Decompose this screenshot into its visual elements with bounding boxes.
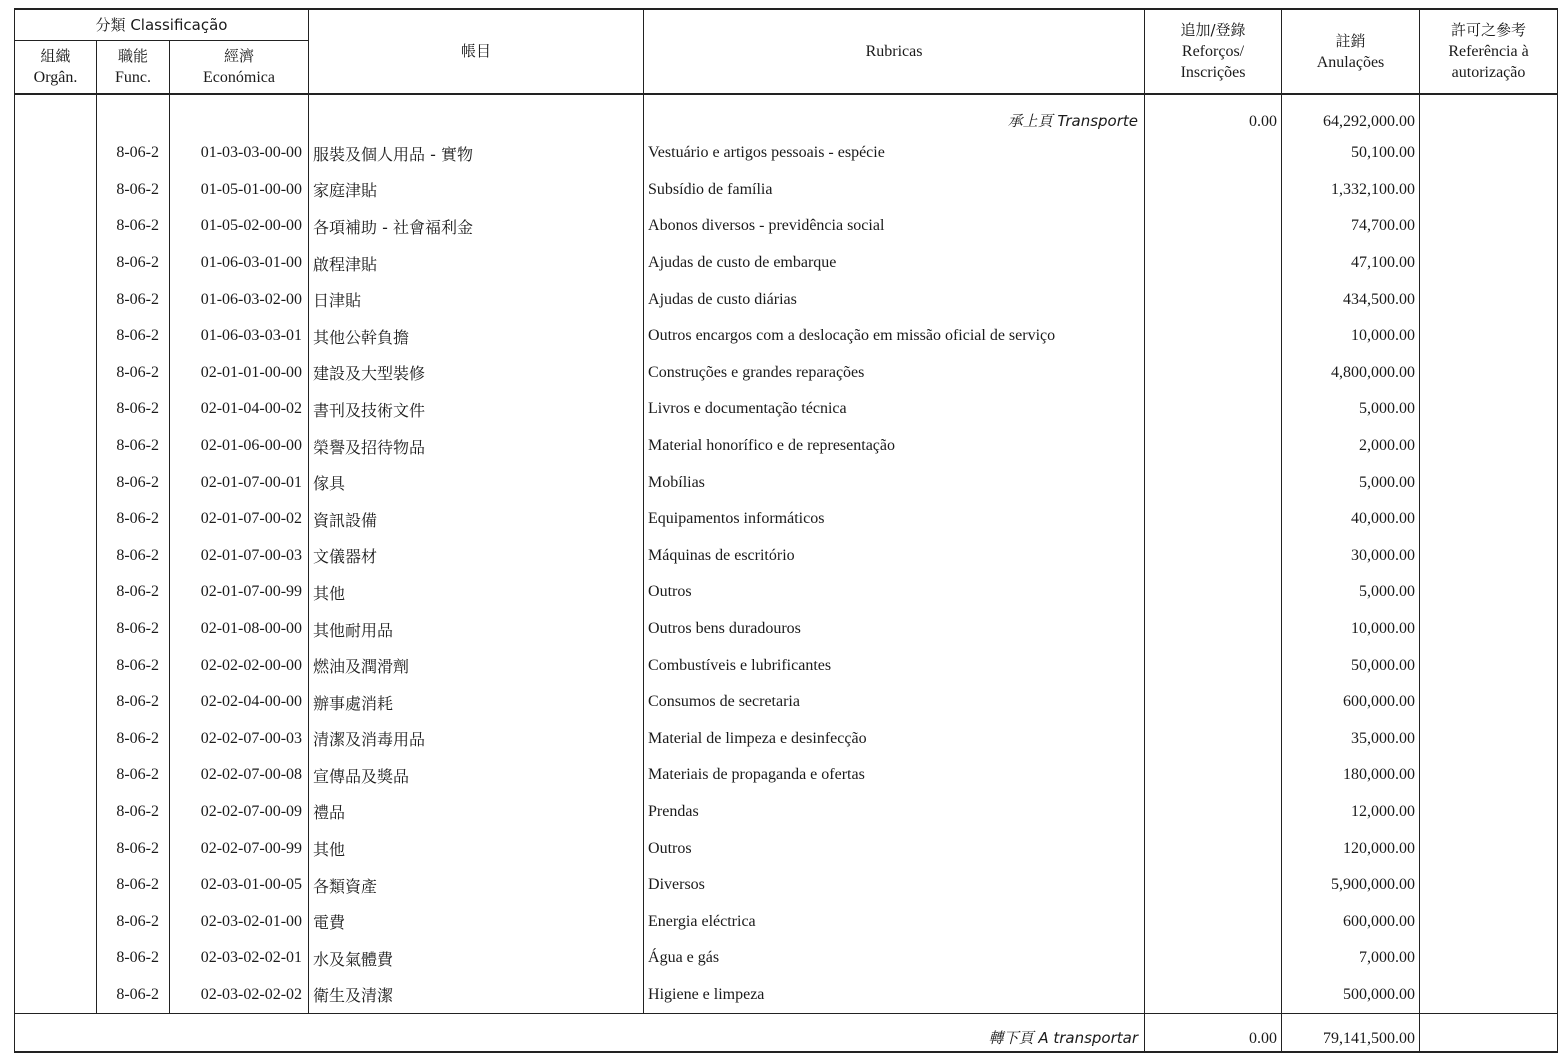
reinforcement-amount [1145,940,1282,977]
reinforcement-amount [1145,867,1282,904]
cancellation-amount: 434,500.00 [1282,281,1420,318]
cancellation-amount: 5,000.00 [1282,464,1420,501]
reinforcement-amount [1145,245,1282,282]
organ-cell [15,903,97,940]
organ-cell [15,757,97,794]
reinforcement-amount [1145,281,1282,318]
authorization-reference [1420,355,1558,392]
economic-code: 01-06-03-01-00 [170,245,309,282]
function-code: 8-06-2 [97,538,170,575]
table-row [15,830,1558,867]
account-name-zh: 資訊設備 [309,501,644,538]
organ-cell [15,172,97,209]
reinforcements-header [1145,9,1282,94]
cancellation-amount: 5,000.00 [1282,574,1420,611]
rubric-name-pt: Energia eléctrica [644,903,1145,940]
rubric-name-pt: Outros [644,830,1145,867]
rubric-name-pt: Abonos diversos - previdência social [644,208,1145,245]
account-name-zh: 其他 [309,574,644,611]
cancellation-amount: 74,700.00 [1282,208,1420,245]
economic-code: 02-02-02-00-00 [170,647,309,684]
account-name-zh: 宣傳品及獎品 [309,757,644,794]
rubric-name-pt: Outros encargos com a deslocação em missão oficial de serviço [644,318,1145,355]
function-code: 8-06-2 [97,830,170,867]
rubric-name-pt: Diversos [644,867,1145,904]
table-row [15,501,1558,538]
cancellation-amount: 30,000.00 [1282,538,1420,575]
function-code: 8-06-2 [97,464,170,501]
function-code: 8-06-2 [97,281,170,318]
rubric-name-pt: Ajudas de custo de embarque [644,245,1145,282]
account-name-zh: 日津貼 [309,281,644,318]
cancellation-amount: 5,000.00 [1282,391,1420,428]
table-row [15,208,1558,245]
reinforcements-header-pt2: Inscrições [1180,64,1246,81]
organ-cell [15,464,97,501]
rubric-name-pt: Material de limpeza e desinfecção [644,721,1145,758]
reinforcement-amount [1145,977,1282,1014]
account-name-zh: 各項補助 - 社會福利金 [309,208,644,245]
reinforcement-amount [1145,647,1282,684]
table-row [15,684,1558,721]
function-code: 8-06-2 [97,647,170,684]
account-name-zh: 水及氣體費 [309,940,644,977]
organ-header-pt: Orgân. [33,69,78,86]
reinforcements-header-zh: 追加/登錄 [1180,21,1246,39]
reinforcement-amount [1145,464,1282,501]
organ-cell [15,245,97,282]
cancellation-amount: 10,000.00 [1282,318,1420,355]
rubric-name-pt: Construções e grandes reparações [644,355,1145,392]
rubricas-header: Rubricas [644,9,1145,94]
authorization-reference [1420,977,1558,1014]
function-code: 8-06-2 [97,903,170,940]
rubric-name-pt: Ajudas de custo diárias [644,281,1145,318]
function-code: 8-06-2 [97,684,170,721]
table-row [15,611,1558,648]
cancellation-amount: 35,000.00 [1282,721,1420,758]
economic-header-pt: Económica [203,69,275,86]
authorization-reference [1420,721,1558,758]
function-code: 8-06-2 [97,794,170,831]
cancellation-amount: 500,000.00 [1282,977,1420,1014]
economic-code: 02-02-07-00-03 [170,721,309,758]
table-row [15,574,1558,611]
economic-code: 02-02-07-00-09 [170,794,309,831]
authorization-reference [1420,538,1558,575]
transport-out-reference [1420,1014,1558,1053]
economic-code: 02-01-07-00-02 [170,501,309,538]
table-row [15,428,1558,465]
authorization-reference-header [1420,9,1558,94]
transport-out-row [15,1014,1558,1053]
reinforcement-amount [1145,757,1282,794]
organ-cell [15,501,97,538]
account-name-zh: 電費 [309,903,644,940]
account-name-zh: 衛生及清潔 [309,977,644,1014]
account-name-zh: 建設及大型裝修 [309,355,644,392]
account-name-zh: 榮譽及招待物品 [309,428,644,465]
reinforcement-amount [1145,903,1282,940]
authorization-reference [1420,940,1558,977]
reinforcement-amount [1145,794,1282,831]
reinforcement-amount [1145,208,1282,245]
cancellations-header-zh: 註銷 [1335,31,1366,50]
reinforcement-amount [1145,135,1282,172]
function-code: 8-06-2 [97,245,170,282]
economic-code: 02-01-07-00-01 [170,464,309,501]
cancellations-header [1282,9,1420,94]
budget-table [14,8,1558,1053]
economic-code: 01-03-03-00-00 [170,135,309,172]
economic-code: 02-01-01-00-00 [170,355,309,392]
economic-code: 02-03-02-02-01 [170,940,309,977]
rubric-name-pt: Água e gás [644,940,1145,977]
table-row [15,318,1558,355]
organ-cell [15,684,97,721]
organ-cell [15,318,97,355]
authorization-reference [1420,208,1558,245]
authorization-reference [1420,135,1558,172]
reinforcements-header-pt1: Reforços/ [1181,43,1245,60]
organ-cell [15,574,97,611]
reinforcement-amount [1145,830,1282,867]
transport-out-reinforcements: 0.00 [1145,1014,1282,1053]
function-header-zh: 職能 [117,47,148,65]
authorization-reference [1420,757,1558,794]
organ-header-zh: 組織 [40,47,71,65]
table-row [15,757,1558,794]
rubric-name-pt: Vestuário e artigos pessoais - espécie [644,135,1145,172]
table-row [15,647,1558,684]
header-row-1 [15,9,1558,41]
authorization-reference [1420,318,1558,355]
table-row [15,464,1558,501]
account-name-zh: 燃油及潤滑劑 [309,647,644,684]
organ-header [15,41,97,95]
table-row [15,794,1558,831]
economic-code: 02-01-06-00-00 [170,428,309,465]
authorization-reference [1420,391,1558,428]
economic-code: 01-06-03-03-01 [170,318,309,355]
cancellation-amount: 47,100.00 [1282,245,1420,282]
table-row [15,391,1558,428]
economic-code: 02-03-01-00-05 [170,867,309,904]
cancellation-amount: 10,000.00 [1282,611,1420,648]
table-row [15,903,1558,940]
authorization-header-zh: 許可之參考 [1451,21,1527,39]
account-header: 帳目 [309,9,644,94]
account-name-zh: 家庭津貼 [309,172,644,209]
authorization-header-pt1: Referência à [1448,43,1529,60]
rubric-name-pt: Outros [644,574,1145,611]
table-row [15,281,1558,318]
account-name-zh: 其他公幹負擔 [309,318,644,355]
economic-header-zh: 經濟 [224,47,255,65]
authorization-header-pt2: autorização [1451,64,1526,81]
table-row [15,355,1558,392]
table-row [15,135,1558,172]
reinforcement-amount [1145,611,1282,648]
rubric-name-pt: Livros e documentação técnica [644,391,1145,428]
economic-code: 02-01-07-00-99 [170,574,309,611]
table-row [15,867,1558,904]
organ-cell [15,538,97,575]
table-row [15,940,1558,977]
organ-cell [15,428,97,465]
account-name-zh: 清潔及消毒用品 [309,721,644,758]
rubric-name-pt: Mobílias [644,464,1145,501]
authorization-reference [1420,684,1558,721]
economic-code: 01-06-03-02-00 [170,281,309,318]
reinforcement-amount [1145,318,1282,355]
economic-code: 02-02-07-00-99 [170,830,309,867]
reinforcement-amount [1145,538,1282,575]
rubric-name-pt: Material honorífico e de representação [644,428,1145,465]
organ-cell [15,355,97,392]
economic-code: 02-02-07-00-08 [170,757,309,794]
cancellation-amount: 600,000.00 [1282,684,1420,721]
authorization-reference [1420,647,1558,684]
cancellation-amount: 180,000.00 [1282,757,1420,794]
transport-in-cancellations: 64,292,000.00 [1282,94,1420,135]
rubric-name-pt: Prendas [644,794,1145,831]
authorization-reference [1420,428,1558,465]
authorization-reference [1420,830,1558,867]
economic-code: 02-01-08-00-00 [170,611,309,648]
organ-cell [15,647,97,684]
reinforcement-amount [1145,684,1282,721]
rubric-name-pt: Consumos de secretaria [644,684,1145,721]
cancellation-amount: 5,900,000.00 [1282,867,1420,904]
authorization-reference [1420,794,1558,831]
reinforcement-amount [1145,501,1282,538]
classification-header: 分類 Classificação [15,9,309,41]
reinforcement-amount [1145,574,1282,611]
function-code: 8-06-2 [97,757,170,794]
transport-out-label: 轉下頁 A transportar [15,1014,1145,1053]
cancellation-amount: 7,000.00 [1282,940,1420,977]
economic-code: 02-02-04-00-00 [170,684,309,721]
organ-cell [15,830,97,867]
economic-code: 02-01-04-00-02 [170,391,309,428]
function-code: 8-06-2 [97,135,170,172]
cancellation-amount: 50,000.00 [1282,647,1420,684]
cancellation-amount: 40,000.00 [1282,501,1420,538]
function-code: 8-06-2 [97,208,170,245]
rubric-name-pt: Materiais de propaganda e ofertas [644,757,1145,794]
authorization-reference [1420,245,1558,282]
economic-code: 02-03-02-02-02 [170,977,309,1014]
authorization-reference [1420,501,1558,538]
organ-cell [15,794,97,831]
organ-cell [15,208,97,245]
transport-out-cancellations: 79,141,500.00 [1282,1014,1420,1053]
organ-cell [15,281,97,318]
cancellations-header-pt: Anulações [1316,53,1385,71]
cancellation-amount: 1,332,100.00 [1282,172,1420,209]
function-header-pt: Func. [115,69,151,86]
economic-code: 02-03-02-01-00 [170,903,309,940]
function-header [97,41,170,95]
rubric-name-pt: Combustíveis e lubrificantes [644,647,1145,684]
organ-cell [15,135,97,172]
economic-code: 02-01-07-00-03 [170,538,309,575]
table-row [15,172,1558,209]
account-name-zh: 禮品 [309,794,644,831]
budget-sheet [14,8,1557,1048]
function-code: 8-06-2 [97,501,170,538]
authorization-reference [1420,611,1558,648]
table-row [15,721,1558,758]
function-code: 8-06-2 [97,611,170,648]
authorization-reference [1420,903,1558,940]
authorization-reference [1420,574,1558,611]
function-code: 8-06-2 [97,574,170,611]
account-name-zh: 服裝及個人用品 - 實物 [309,135,644,172]
function-code: 8-06-2 [97,318,170,355]
account-name-zh: 傢具 [309,464,644,501]
account-name-zh: 啟程津貼 [309,245,644,282]
account-name-zh: 書刊及技術文件 [309,391,644,428]
organ-cell [15,611,97,648]
account-name-zh: 其他耐用品 [309,611,644,648]
reinforcement-amount [1145,355,1282,392]
function-code: 8-06-2 [97,867,170,904]
rubric-name-pt: Máquinas de escritório [644,538,1145,575]
function-code: 8-06-2 [97,391,170,428]
account-name-zh: 文儀器材 [309,538,644,575]
account-name-zh: 辦事處消耗 [309,684,644,721]
table-row [15,538,1558,575]
cancellation-amount: 600,000.00 [1282,903,1420,940]
economic-code: 01-05-01-00-00 [170,172,309,209]
cancellation-amount: 50,100.00 [1282,135,1420,172]
organ-cell [15,867,97,904]
reinforcement-amount [1145,391,1282,428]
account-name-zh: 各類資產 [309,867,644,904]
reinforcement-amount [1145,721,1282,758]
organ-cell [15,940,97,977]
cancellation-amount: 12,000.00 [1282,794,1420,831]
economic-header [170,41,309,95]
economic-code: 01-05-02-00-00 [170,208,309,245]
table-row [15,977,1558,1014]
function-code: 8-06-2 [97,940,170,977]
transport-in-row [15,94,1558,135]
rubric-name-pt: Outros bens duradouros [644,611,1145,648]
transport-in-reinforcements: 0.00 [1145,94,1282,135]
authorization-reference [1420,172,1558,209]
transport-in-label: 承上頁 Transporte [644,94,1145,135]
rubric-name-pt: Equipamentos informáticos [644,501,1145,538]
cancellation-amount: 4,800,000.00 [1282,355,1420,392]
function-code: 8-06-2 [97,355,170,392]
table-row [15,245,1558,282]
cancellation-amount: 2,000.00 [1282,428,1420,465]
function-code: 8-06-2 [97,977,170,1014]
function-code: 8-06-2 [97,721,170,758]
authorization-reference [1420,867,1558,904]
reinforcement-amount [1145,428,1282,465]
cancellation-amount: 120,000.00 [1282,830,1420,867]
rubric-name-pt: Higiene e limpeza [644,977,1145,1014]
reinforcement-amount [1145,172,1282,209]
function-code: 8-06-2 [97,428,170,465]
organ-cell [15,721,97,758]
rubric-name-pt: Subsídio de família [644,172,1145,209]
organ-cell [15,391,97,428]
account-name-zh: 其他 [309,830,644,867]
authorization-reference [1420,464,1558,501]
function-code: 8-06-2 [97,172,170,209]
authorization-reference [1420,281,1558,318]
organ-cell [15,977,97,1014]
